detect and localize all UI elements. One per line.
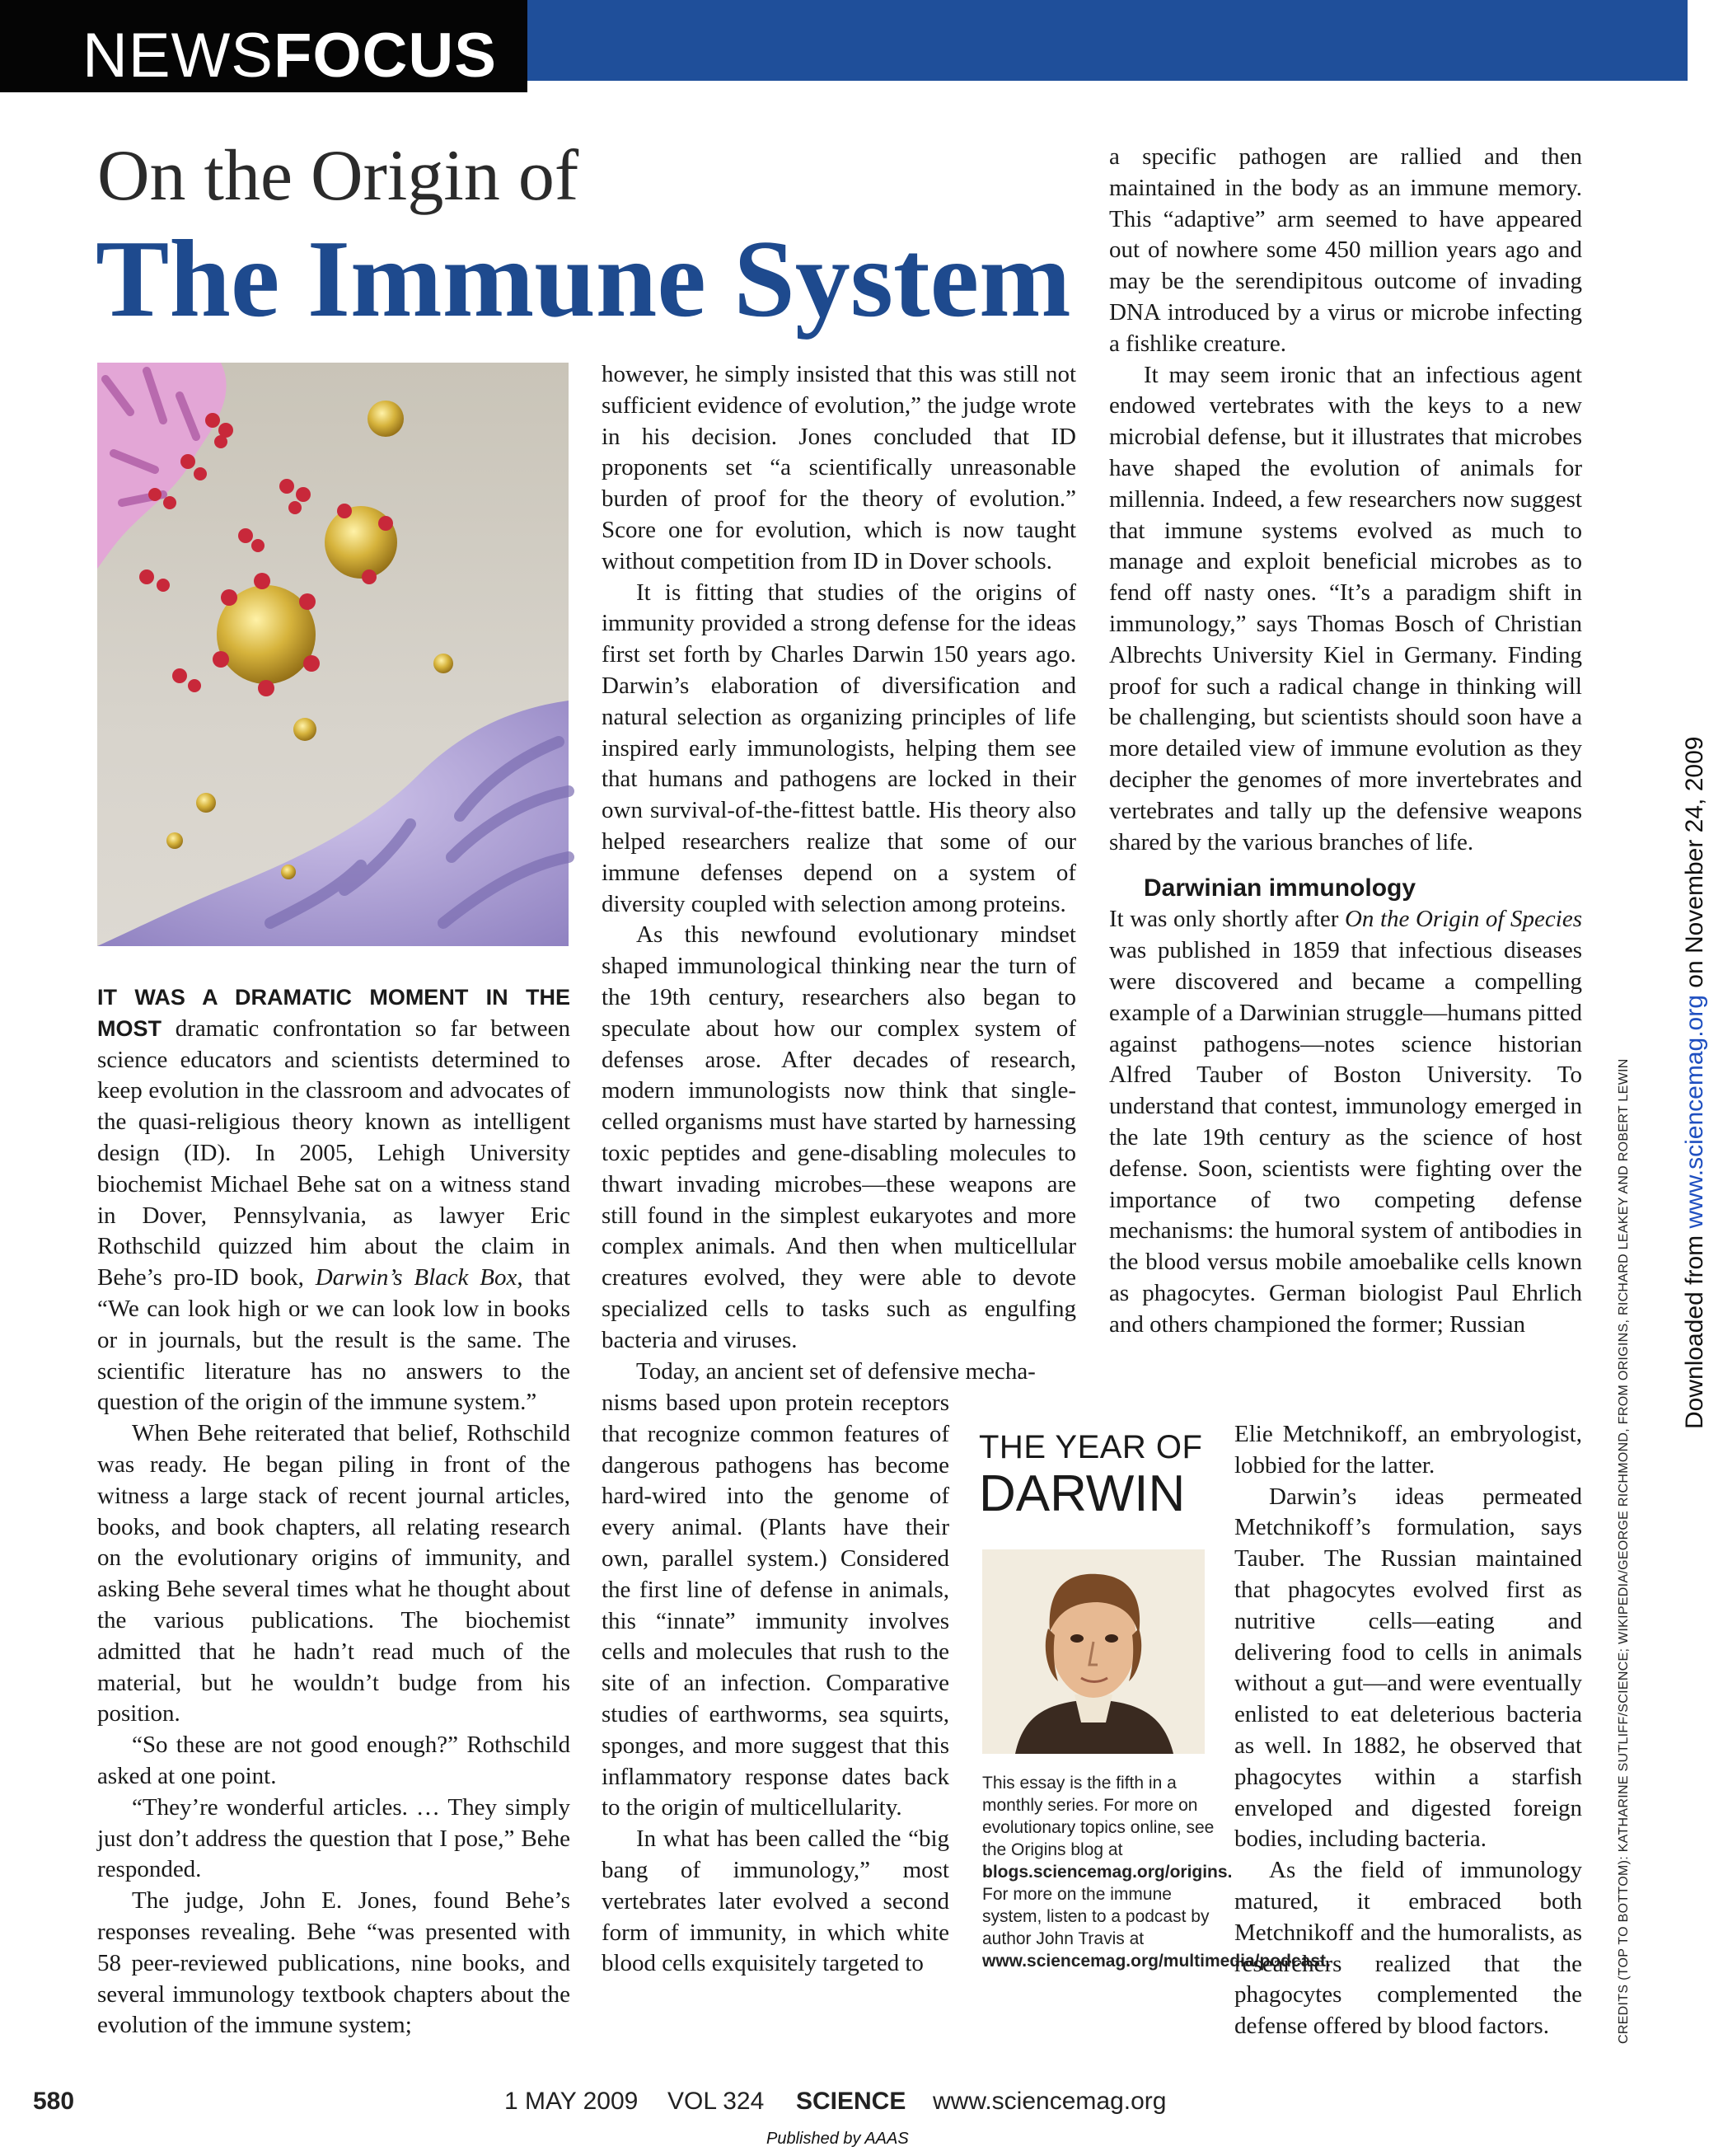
year-of-darwin-box [979,1427,1211,1521]
publisher-line: Published by AAAS [766,2130,909,2148]
origins-blog-link[interactable]: blogs.sciencemag.org/origins. [982,1863,1233,1882]
col2-paragraph-1: however, he simply insisted that this was still not sufficient evidence of evolution,” the judge wrote in his decision. Jones concluded that ID proponents set “a scientifically unreasonable burden of proof for the theory of evolution.” Score one for evolution, which is now taught without competition from ID in Dover schools. [602,361,1076,574]
article-column-2 [602,359,1076,1387]
article-column-3 [1109,142,1582,1340]
page-number: 580 [33,2088,75,2115]
col1-paragraph-4: “They’re wonderful articles. … They simply just don’t address the question that I pose,” Behe responded. [97,1793,570,1883]
col2-paragraph-2: It is fitting that studies of the origins of immunity provided a strong defense for the ideas first set forth by Charles Darwin 150 years ago. Darwin’s elaboration of diversification and natural selection as organizing principles of life inspired early immunologists, helping them see that humans and pathogens are locked in their own survival-of-the-fittest battle. His theory also helped researchers realize that some of our immune defenses depend on a system of diversity coupled with selection among proteins. [602,579,1076,917]
box-text-b: For more on the immune system, listen to a podcast by author John Travis at [982,1885,1210,1948]
darwin-portrait [982,1549,1205,1754]
col3-paragraph-3-cont: Elie Metchnikoff, an embryologist, lobbied for the latter. [1234,1421,1582,1479]
box-description [982,1772,1331,1972]
header-rule [527,81,1688,86]
col3-paragraph-3 [1109,904,1582,1340]
col2-paragraph-3: As this newfound evolutionary mindset shaped immunological thinking near the turn of the 19th century, researchers also began to speculate about how our complex system of defenses arose. After decades of research, modern immunologists now think that single-celled organisms must have started by harnessing toxic peptides and gene-disabling molecules to thwart invading microbes—these weapons are still found in the simplest eukaryotes and more complex animals. And then when multicellular creatures evolved, they were able to devote specialized cells to tasks such as engulfing bacteria and viruses. [602,921,1076,1353]
image-credits: CREDITS (TOP TO BOTTOM): KATHARINE SUTLIFF/SCIENCE; WIKIPEDIA/GEORGE RICHMOND, FROM ORIGINS, RICHARD LEAKEY AND ROBERT LEWIN [1617,1058,1631,2044]
col3-paragraph-1: a specific pathogen are rallied and then maintained in the body as an immune memory. This “adaptive” arm seemed to have appeared out of nowhere some 450 million years ago and may be the serendipitous outcome of invading DNA introduced by a virus or microbe infecting a fishlike creature. [1109,143,1582,357]
volume: VOL 324 [667,2088,765,2115]
col2-paragraph-4-rest: nisms based upon protein receptors that recognize common features of dangerous pathogens has become hard-wired into the genome of every animal. (Plants have their own, parallel system.) Considered the first line of defense in animals, this “innate” immunity involves cells and molecules that rush to the site of an infection. Comparative studies of earthworms, sea squirts, sponges, and more suggest that this inflammatory response dates back to the origin of multicellularity. [602,1390,949,1821]
book-title: Darwin’s Black Box [315,1264,517,1291]
col2-paragraph-4-start: Today, an ancient set of defensive mecha- [636,1357,1036,1385]
section-subhead: Darwinian immunology [1144,874,1416,902]
download-prefix: Downloaded from [1681,1228,1708,1429]
col1-paragraph-2: When Behe reiterated that belief, Rothschild was ready. He began piling in front of the witness a large stack of recent journal articles, books, and book chapters, all relating research on the evolutionary origins of immunity, and asking Behe several times what he thought about the various publications. The biochemist admitted that he hadn’t read much of the material, but he wouldn’t budge from his position. [97,1420,570,1727]
article-column-3-narrow [1234,1419,1582,2042]
col3-paragraph-4: Darwin’s ideas permeated Metchnikoff’s formulation, says Tauber. The Russian maintained that phagocytes evolved first as nutritive cells—eating and delivering food to cells in animals without a gut—and were eventually enlisted to eat deleterious bacteria as well. In 1882, he observed that phagocytes within a starfish enveloped and digested foreign bodies, including bacteria. [1234,1483,1582,1853]
journal-website[interactable]: www.sciencemag.org [933,2088,1167,2115]
download-notice [1681,737,1709,1429]
title-line-2: The Immune System [96,218,1071,340]
section-kicker [82,23,497,89]
col1-paragraph-3: “So these are not good enough?” Rothschild asked at one point. [97,1732,570,1789]
box-title-line-2: DARWIN [979,1465,1186,1522]
article-column-1 [97,982,570,2041]
col1-p1-text: dramatic confrontation so far between science educators and scientists determined to keep evolution in the classroom and advocates of the quasi-religious theory known as intelligent design (ID). In 2005, Lehigh University biochemist Michael Behe sat on a witness stand in Dover, Pennsylvania, as lawyer Eric Rothschild quizzed him about the claim in Behe’s pro-ID book, [97,1015,570,1291]
podcast-link[interactable]: www.sciencemag.org/multimedia/podcast. [982,1952,1331,1971]
title-line-1: On the Origin of [97,136,579,216]
journal-name: SCIENCE [796,2088,906,2115]
col1-paragraph-1 [97,982,570,1418]
lead-in: IT WAS A DRAMATIC MOMENT IN THE MOST [97,985,570,1041]
kicker-focus: FOCUS [274,21,497,91]
immune-cells-illustration [97,363,569,946]
article-column-2-narrow [602,1388,949,1980]
download-suffix: on November 24, 2009 [1681,736,1708,996]
col3-p3-b: was published in 1859 that infectious diseases were discovered and became a compelling example of a Darwinian struggle—humans pitted against pathogens—notes science historian Alfred Tauber of Boston University. To understand that contest, immunology emerged in the late 19th century as the science of host defense. Soon, scientists were fighting over the importance of two competing defense mechanisms: the humoral system of antibodies in the blood versus mobile amoebalike cells known as phagocytes. German biologist Paul Ehrlich and others championed the former; Russian [1109,937,1582,1338]
kicker-news: NEWS [82,21,274,91]
col3-p3-a: It was only shortly after [1109,906,1345,933]
issue-date: 1 MAY 2009 [504,2088,639,2115]
box-text-a: This essay is the fifth in a monthly series. For more on evolutionary topics online, see the Origins blog at [982,1774,1215,1859]
origin-of-species-title: On the Origin of Species [1344,906,1583,933]
col1-paragraph-5: The judge, John E. Jones, found Behe’s responses revealing. Behe “was presented with 58 peer-reviewed publications, nine books, and several immunology textbook chapters about the evolution of the immune system; [97,1887,570,2039]
box-title-line-1: THE YEAR OF [979,1429,1203,1465]
col3-paragraph-5: As the field of immunology matured, it embraced both Metchnikoff and the humoralists, as researchers realized that the phagocytes complemented the defense offered by blood factors. [1234,1857,1582,2040]
download-link[interactable]: www.sciencemag.org [1681,995,1708,1229]
col1-p1-end: , that “We can look high or we can look low in books or in journals, but the result is the same. The scientific literature has no answers to the question of the origin of the immune system.” [97,1264,570,1416]
col3-paragraph-2: It may seem ironic that an infectious agent endowed vertebrates with the keys to a new microbial defense, but it illustrates that microbes have shaped the evolution of animals for millennia. Indeed, a few researchers now suggest that immune systems evolved as much to manage and exploit beneficial microbes as to fend off nasty ones. “It’s a paradigm shift in immunology,” says Thomas Bosch of Christian Albrechts University Kiel in Germany. Finding proof for such a radical change in thinking will be challenging, but scientists should soon have a more detailed view of immune evolution as they decipher the genomes of more invertebrates and vertebrates and tally up the defensive weapons shared by the various branches of life. [1109,361,1582,855]
col2-paragraph-5: In what has been called the “big bang of immunology,” most vertebrates later evolved a second form of immunity, in which white blood cells exquisitely targeted to [602,1826,949,1977]
